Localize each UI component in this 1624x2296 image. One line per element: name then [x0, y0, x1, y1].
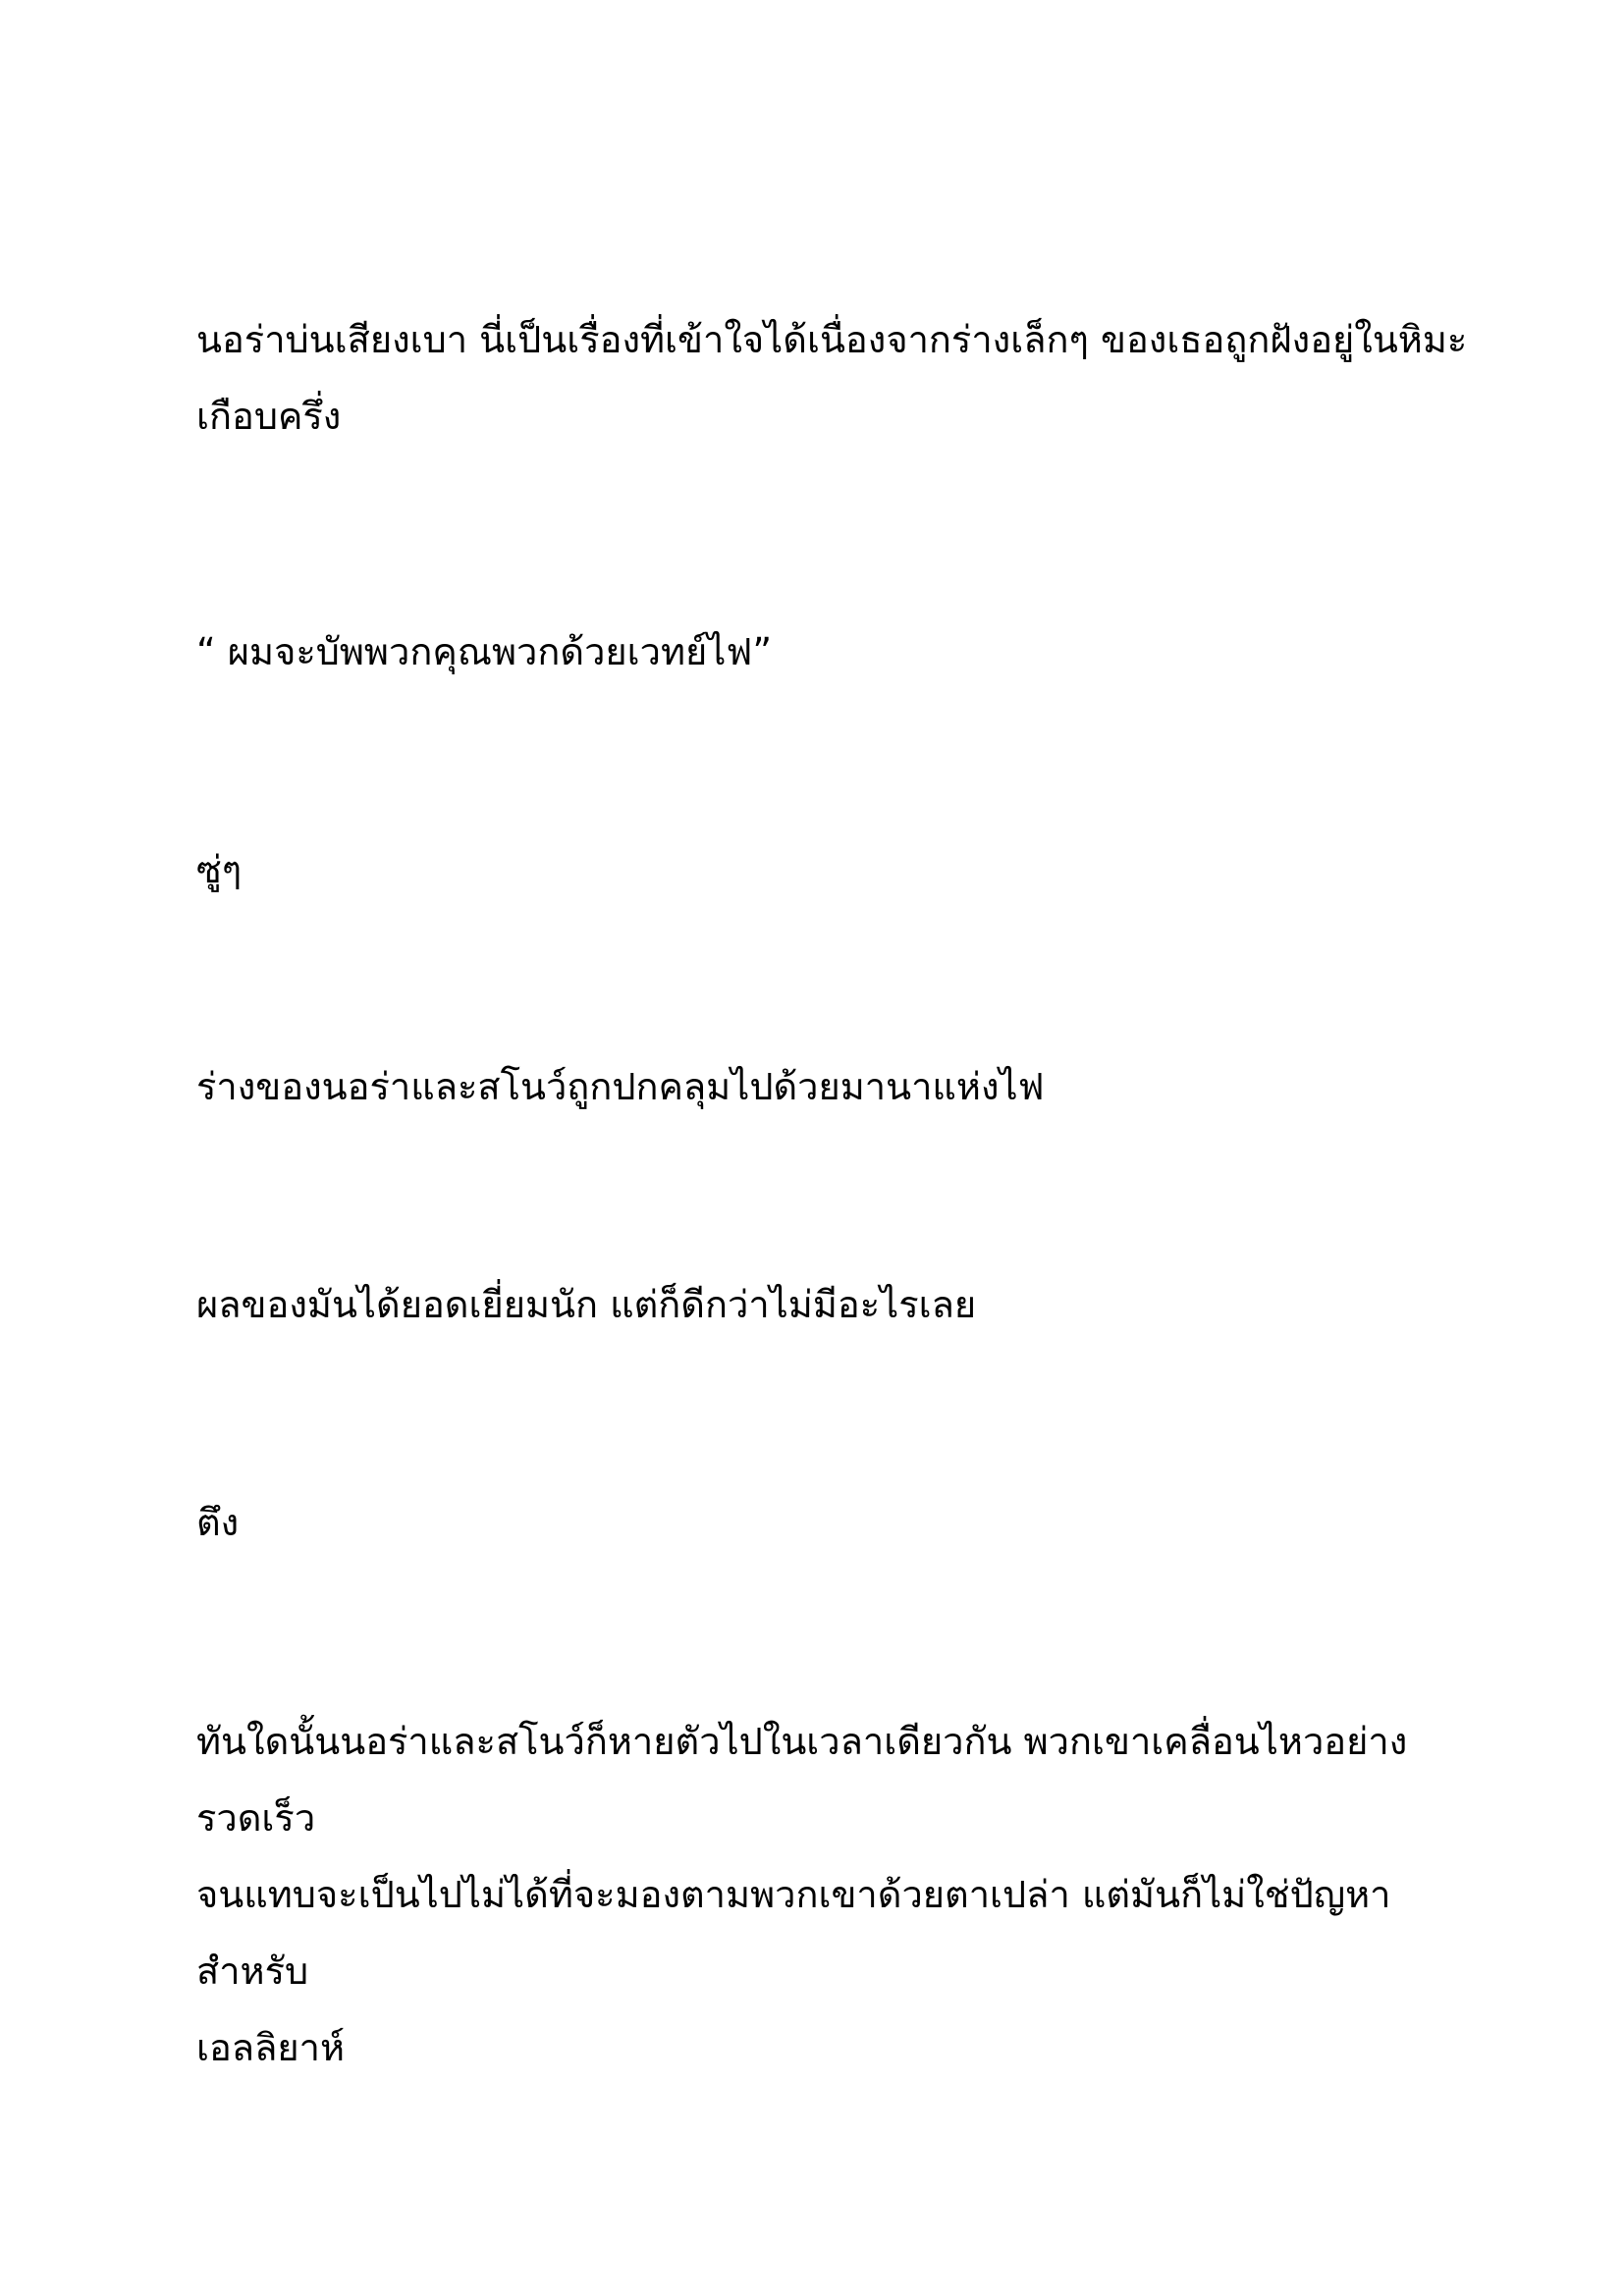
paragraph-2-dialogue: “ ผมจะบัพพวกคุณพวกด้วยเวทย์ไฟ” — [196, 630, 773, 673]
paragraph-5: ผลของมันได้ยอดเยี่ยมนัก แต่ก็ดีกว่าไม่มีอะไรเลย — [196, 1283, 977, 1326]
paragraph-7: ทันใดนั้นนอร่าและสโนว์ก็หายตัวไปในเวลาเดียวกัน พวกเขาเคลื่อนไหวอย่างรวดเร็ว จนแทบจะเป็นไปไม่ได้ที่จะมองตามพวกเขาด้วยตาเปล่า แต่มันก็ไม่ใช่ปัญหาสำหรับ เอลลิยาห์ — [196, 1720, 1408, 2069]
paragraph-1: นอร่าบ่นเสียงเบา นี่เป็นเรื่องที่เข้าใจได้เนื่องจากร่างเล็กๆ ของเธอถูกฝังอยู่ในหิมะ เกือบครึ่ง — [196, 318, 1468, 438]
paragraph-6-sound-effect: ตึง — [196, 1501, 240, 1544]
paragraph-4: ร่างของนอร่าและสโนว์ถูกปกคลุมไปด้วยมานาแห่งไฟ — [196, 1065, 1045, 1108]
paragraph-3-sound-effect: ซู่ๆ — [196, 848, 243, 891]
